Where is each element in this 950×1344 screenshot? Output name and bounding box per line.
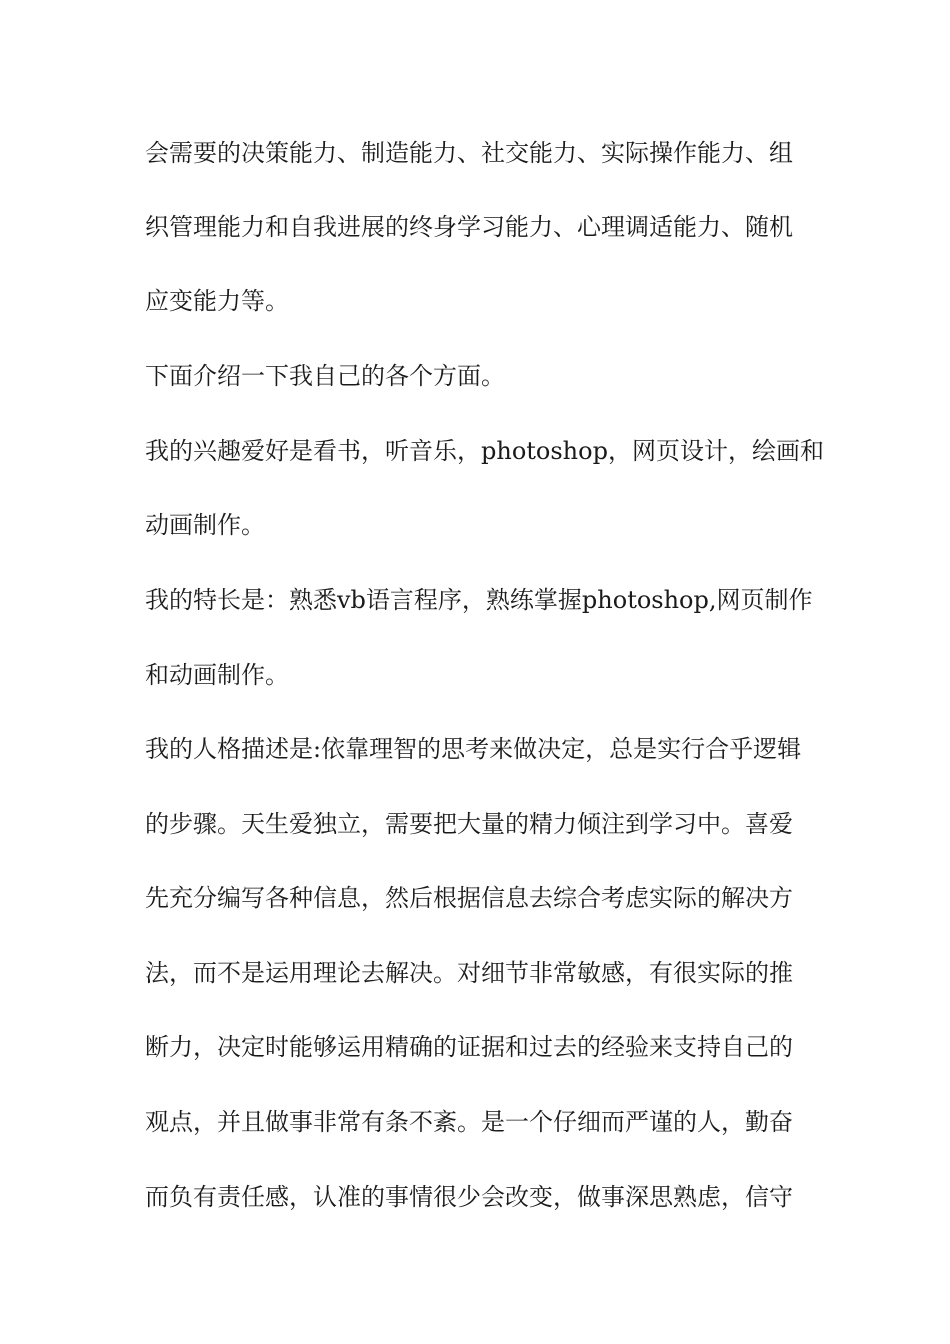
- text-line: 和动画制作。: [145, 661, 289, 689]
- text-line: 断力，决定时能够运用精确的证据和过去的经验来支持自己的: [145, 1033, 793, 1061]
- text-line: 法，而不是运用理论去解决。对细节非常敏感，有很实际的推: [145, 959, 793, 987]
- text-line: 动画制作。: [145, 511, 265, 539]
- text-line: 我的兴趣爱好是看书，听音乐，photoshop，网页设计，绘画和: [145, 437, 824, 465]
- text-line: 先充分编写各种信息，然后根据信息去综合考虑实际的解决方: [145, 884, 793, 912]
- text-line: 我的特长是：熟悉vb语言程序，熟练掌握photoshop,网页制作: [145, 586, 813, 614]
- text-line: 织管理能力和自我进展的终身学习能力、心理调适能力、随机: [145, 213, 793, 241]
- text-line: 的步骤。天生爱独立，需要把大量的精力倾注到学习中。喜爱: [145, 810, 793, 838]
- text-line: 会需要的决策能力、制造能力、社交能力、实际操作能力、组: [145, 139, 793, 167]
- text-line: 下面介绍一下我自己的各个方面。: [145, 362, 505, 390]
- text-line: 观点，并且做事非常有条不紊。是一个仔细而严谨的人，勤奋: [145, 1108, 793, 1136]
- text-line: 应变能力等。: [145, 287, 289, 315]
- text-line: 而负有责任感，认准的事情很少会改变，做事深思熟虑，信守: [145, 1183, 793, 1211]
- text-line: 我的人格描述是:依靠理智的思考来做决定，总是实行合乎逻辑: [145, 735, 802, 763]
